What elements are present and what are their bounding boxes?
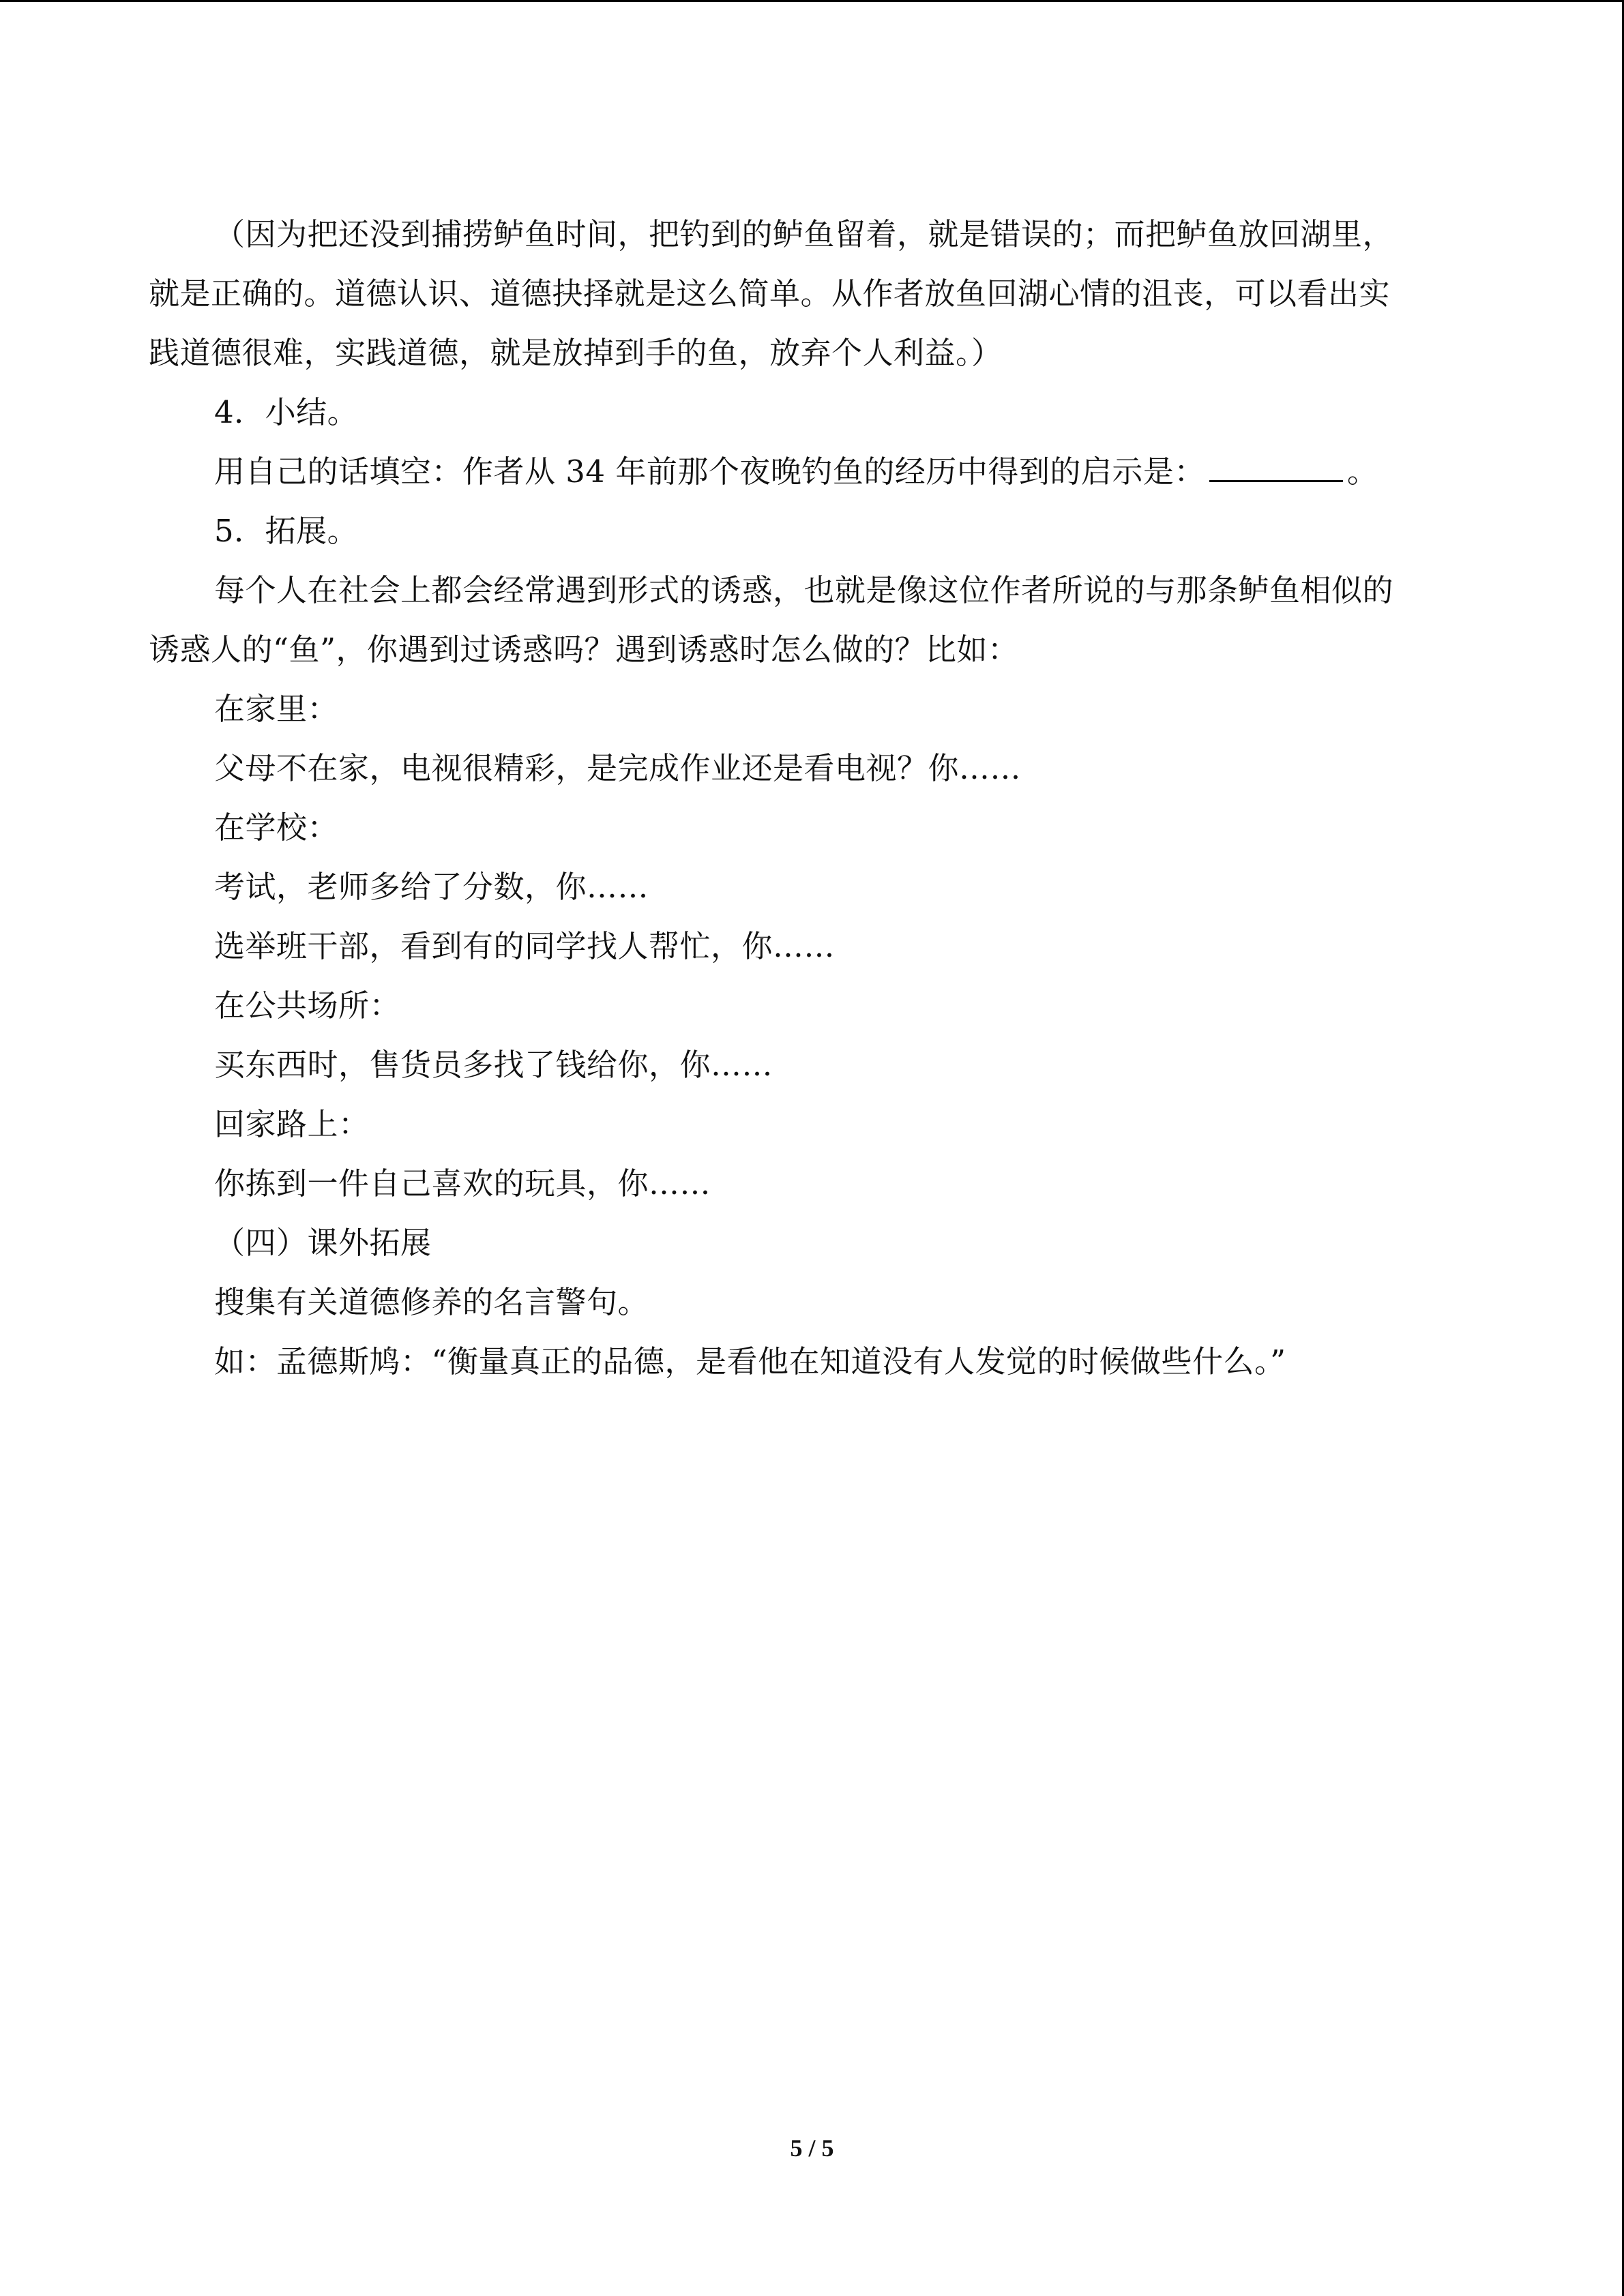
extension-heading: 5．拓展。 (214, 513, 359, 549)
example-label-home: 在家里： (214, 691, 339, 727)
example-item: 买东西时，售货员多找了钱给你，你…… (214, 1047, 773, 1083)
example-item: 选举班干部，看到有的同学找人帮忙，你…… (214, 928, 836, 964)
paragraph-line: 每个人在社会上都会经常遇到形式的诱惑，也就是像这位作者所说的与那条鲈鱼相似的 (214, 572, 1394, 608)
page-number: 5 / 5 (790, 2134, 834, 2162)
example-item: 父母不在家，电视很精彩，是完成作业还是看电视？你…… (214, 750, 1022, 786)
quote-text: 如：孟德斯鸠：“衡量真正的品德，是看他在知道没有人发觉的时候做些什么。” (214, 1343, 1286, 1380)
task-text: 搜集有关道德修养的名言警句。 (214, 1284, 649, 1320)
fill-blank-end: 。 (1346, 453, 1378, 490)
paragraph-line: 就是正确的。道德认识、道德抉择就是这么简单。从作者放鱼回湖心情的沮丧，可以看出实 (149, 275, 1391, 312)
paragraph-line: 诱惑人的“鱼”，你遇到过诱惑吗？遇到诱惑时怎么做的？比如： (149, 631, 1019, 668)
fill-blank-question (149, 442, 1458, 501)
top-border (0, 0, 1624, 2)
example-label-school: 在学校： (214, 809, 339, 846)
paragraph-line: （因为把还没到捕捞鲈鱼时间，把钓到的鲈鱼留着，就是错误的；而把鲈鱼放回湖里， (214, 216, 1394, 252)
document-body (149, 205, 1458, 1391)
answer-blank[interactable] (1209, 453, 1343, 482)
example-label-public: 在公共场所： (214, 987, 401, 1024)
example-item: 你拣到一件自己喜欢的玩具，你…… (214, 1165, 711, 1202)
example-label-road: 回家路上： (214, 1106, 370, 1142)
summary-heading: 4．小结。 (214, 394, 359, 430)
example-item: 考试，老师多给了分数，你…… (214, 869, 649, 905)
fill-blank-prompt: 用自己的话填空：作者从 34 年前那个夜晚钓鱼的经历中得到的启示是： (214, 453, 1205, 490)
section-heading: （四）课外拓展 (214, 1225, 432, 1261)
paragraph-line: 践道德很难，实践道德，就是放掉到手的鱼，放弃个人利益。） (149, 335, 1003, 371)
